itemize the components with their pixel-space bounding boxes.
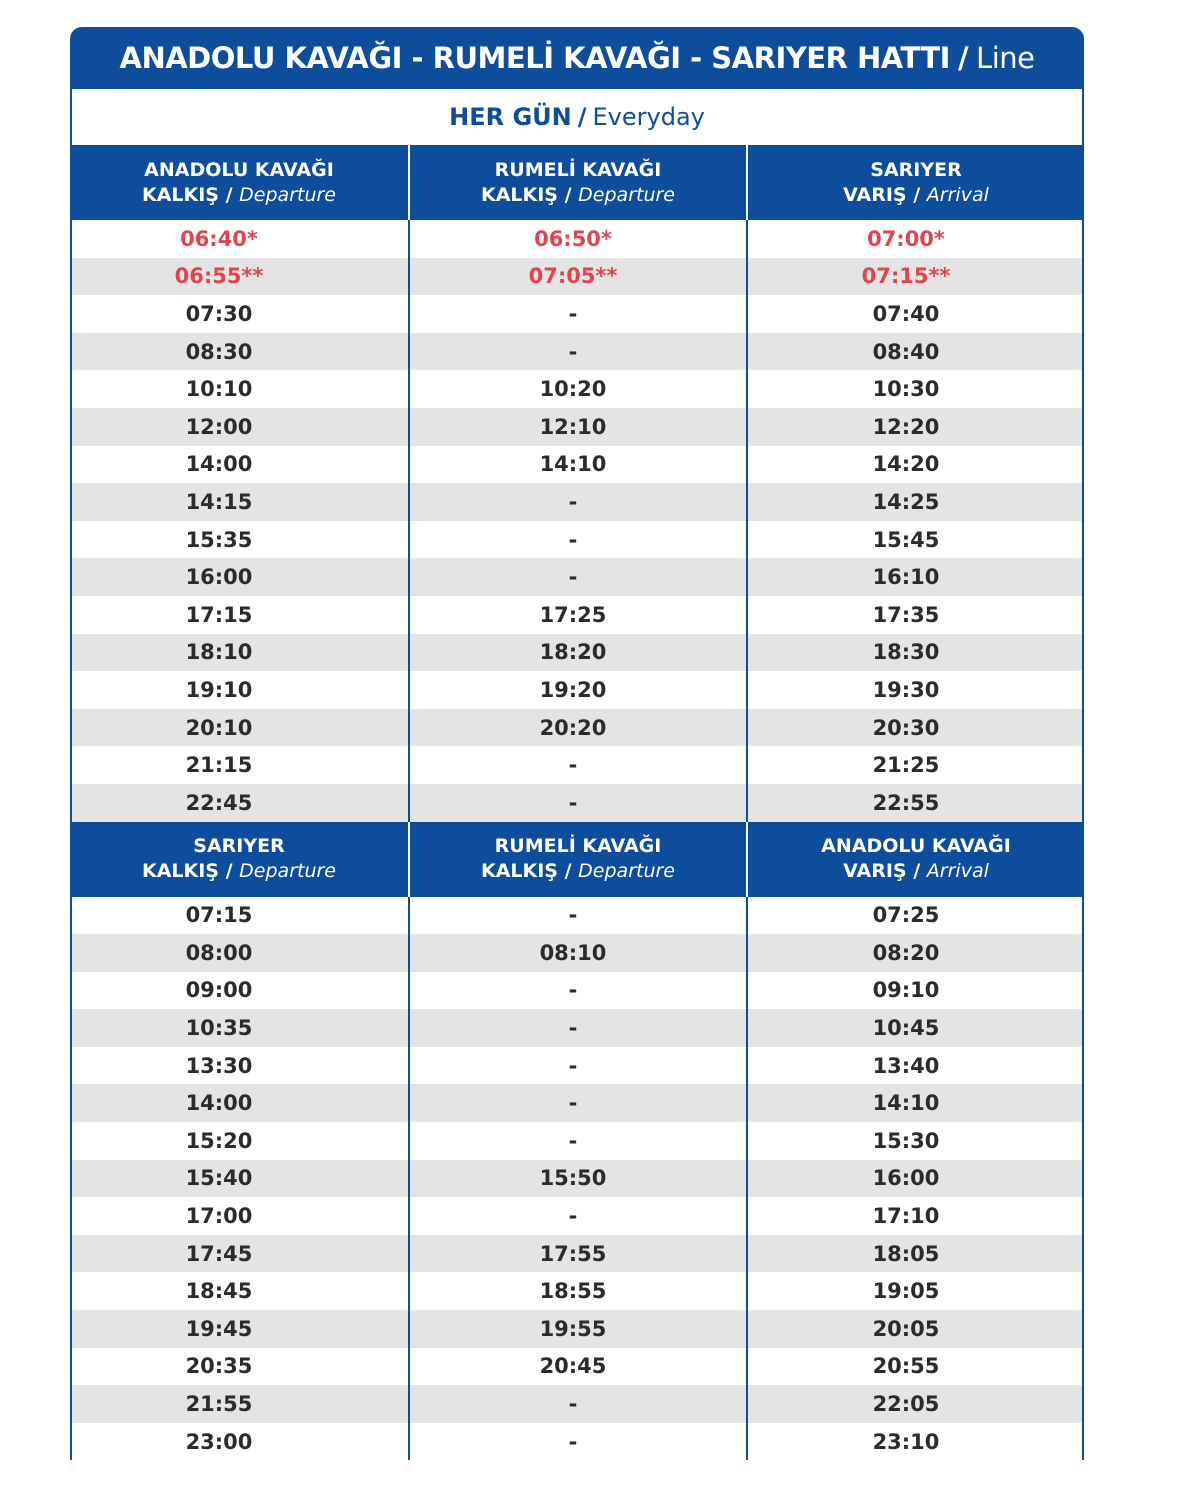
table-row bbox=[70, 370, 1084, 408]
time-cell: 10:45 bbox=[746, 1009, 1084, 1047]
table-row bbox=[70, 784, 1084, 822]
time-cell: 14:20 bbox=[746, 446, 1084, 484]
column-header bbox=[746, 822, 1084, 897]
time-cell: 06:50* bbox=[408, 220, 746, 258]
time-cell: 07:15** bbox=[746, 258, 1084, 296]
time-cell: 18:10 bbox=[185, 640, 253, 665]
column-header-type bbox=[142, 183, 336, 208]
table-row bbox=[70, 483, 1084, 521]
table-row bbox=[70, 446, 1084, 484]
time-cell: 15:35 bbox=[185, 527, 253, 552]
column-header-type bbox=[142, 859, 336, 884]
table-row bbox=[70, 1122, 1084, 1160]
column-header-separator: / bbox=[906, 860, 927, 882]
time-cell: 13:40 bbox=[746, 1047, 1084, 1085]
table-row bbox=[70, 295, 1084, 333]
time-cell: 18:20 bbox=[408, 634, 746, 672]
column-header-stop: RUMELİ KAVAĞI bbox=[494, 158, 662, 181]
time-cell: - bbox=[408, 746, 746, 784]
table-row bbox=[70, 671, 1084, 709]
column-header-type-tr: VARIŞ bbox=[843, 183, 907, 206]
column-header-row bbox=[70, 822, 1084, 897]
timetable-sheet bbox=[70, 27, 1084, 1487]
column-header-type bbox=[481, 183, 675, 208]
table-row bbox=[70, 220, 1084, 258]
time-cell: 12:20 bbox=[746, 408, 1084, 446]
table-row bbox=[70, 746, 1084, 784]
column-header bbox=[746, 145, 1084, 220]
time-cell: 06:40* bbox=[180, 226, 258, 251]
column-header-row bbox=[70, 145, 1084, 220]
column-header-type-en: Arrival bbox=[926, 860, 989, 882]
time-cell: - bbox=[408, 1197, 746, 1235]
timetable-rows bbox=[70, 897, 1084, 1461]
table-row bbox=[70, 934, 1084, 972]
table-row bbox=[70, 408, 1084, 446]
time-cell: 13:30 bbox=[185, 1053, 253, 1078]
time-cell: 17:00 bbox=[185, 1204, 253, 1229]
table-row bbox=[70, 1385, 1084, 1423]
time-cell: 17:10 bbox=[746, 1197, 1084, 1235]
table-row bbox=[70, 1423, 1084, 1461]
time-cell: 10:30 bbox=[746, 370, 1084, 408]
column-header-stop: SARIYER bbox=[193, 835, 285, 857]
time-cell: - bbox=[408, 784, 746, 822]
time-cell: 14:10 bbox=[746, 1084, 1084, 1122]
time-cell: 16:00 bbox=[746, 1160, 1084, 1198]
time-cell: - bbox=[408, 483, 746, 521]
time-cell: 15:50 bbox=[408, 1160, 746, 1198]
time-cell: 19:30 bbox=[746, 671, 1084, 709]
column-header-separator: / bbox=[558, 860, 579, 882]
time-cell: - bbox=[408, 1385, 746, 1423]
time-cell: 17:55 bbox=[408, 1235, 746, 1273]
table-row bbox=[70, 1272, 1084, 1310]
table-row bbox=[70, 709, 1084, 747]
table-row bbox=[70, 1235, 1084, 1273]
column-header bbox=[70, 822, 408, 897]
time-cell: 19:05 bbox=[746, 1272, 1084, 1310]
time-cell: 17:25 bbox=[408, 596, 746, 634]
column-header-stop: RUMELİ KAVAĞI bbox=[494, 835, 662, 857]
time-cell: 07:15 bbox=[185, 903, 253, 928]
table-row bbox=[70, 1009, 1084, 1047]
table-row bbox=[70, 558, 1084, 596]
column-header-type-tr: KALKIŞ bbox=[141, 183, 219, 206]
column-header-type-en: Departure bbox=[578, 183, 675, 206]
time-cell: - bbox=[408, 295, 746, 333]
schedule-day-separator: / bbox=[577, 103, 587, 131]
table-border-left bbox=[70, 220, 72, 822]
time-cell: 18:05 bbox=[746, 1235, 1084, 1273]
time-cell: 19:45 bbox=[185, 1316, 253, 1341]
column-header bbox=[408, 145, 746, 220]
time-cell: 08:10 bbox=[408, 934, 746, 972]
column-header-separator: / bbox=[219, 860, 240, 882]
time-cell: 18:55 bbox=[408, 1272, 746, 1310]
table-row bbox=[70, 1310, 1084, 1348]
time-cell: - bbox=[408, 558, 746, 596]
title-separator: / bbox=[957, 41, 969, 75]
time-cell: 10:35 bbox=[185, 1016, 253, 1041]
time-cell: 07:30 bbox=[185, 301, 253, 326]
table-row bbox=[70, 596, 1084, 634]
time-cell: 15:45 bbox=[746, 521, 1084, 559]
table-row bbox=[70, 1084, 1084, 1122]
table-border-left bbox=[70, 897, 72, 1461]
time-cell: 06:55** bbox=[174, 264, 264, 289]
time-cell: 09:10 bbox=[746, 972, 1084, 1010]
time-cell: 17:35 bbox=[746, 596, 1084, 634]
schedule-day bbox=[70, 89, 1084, 145]
column-header-stop: ANADOLU KAVAĞI bbox=[821, 835, 1011, 857]
time-cell: 12:00 bbox=[185, 414, 253, 439]
time-cell: 21:15 bbox=[185, 753, 253, 778]
timetable-title bbox=[70, 27, 1084, 89]
time-cell: 07:00* bbox=[746, 220, 1084, 258]
column-header-stop: ANADOLU KAVAĞI bbox=[144, 158, 334, 181]
time-cell: 10:20 bbox=[408, 370, 746, 408]
time-cell: 22:05 bbox=[746, 1385, 1084, 1423]
time-cell: - bbox=[408, 1047, 746, 1085]
time-cell: 20:30 bbox=[746, 709, 1084, 747]
time-cell: 16:10 bbox=[746, 558, 1084, 596]
time-cell: 18:30 bbox=[746, 634, 1084, 672]
time-cell: 15:20 bbox=[185, 1128, 253, 1153]
time-cell: 16:00 bbox=[185, 565, 253, 590]
column-header-type bbox=[481, 859, 675, 884]
time-cell: - bbox=[408, 1009, 746, 1047]
column-header-separator: / bbox=[219, 183, 240, 206]
column-header bbox=[408, 822, 746, 897]
time-cell: 19:55 bbox=[408, 1310, 746, 1348]
time-cell: - bbox=[408, 972, 746, 1010]
time-cell: 14:00 bbox=[185, 1091, 253, 1116]
table-row bbox=[70, 634, 1084, 672]
table-border-right bbox=[1082, 897, 1084, 1461]
table-row bbox=[70, 897, 1084, 935]
time-cell: 19:10 bbox=[185, 677, 253, 702]
time-cell: 20:05 bbox=[746, 1310, 1084, 1348]
table-border-right bbox=[1082, 220, 1084, 822]
time-cell: - bbox=[408, 1084, 746, 1122]
time-cell: - bbox=[408, 521, 746, 559]
timetable-rows bbox=[70, 220, 1084, 822]
column-header-type-tr: KALKIŞ bbox=[141, 860, 219, 882]
time-cell: 20:20 bbox=[408, 709, 746, 747]
time-cell: 14:10 bbox=[408, 446, 746, 484]
time-cell: - bbox=[408, 897, 746, 935]
time-cell: 23:00 bbox=[185, 1429, 253, 1454]
time-cell: 14:25 bbox=[746, 483, 1084, 521]
time-cell: 15:30 bbox=[746, 1122, 1084, 1160]
time-cell: 20:55 bbox=[746, 1348, 1084, 1386]
column-header-type-tr: VARIŞ bbox=[843, 860, 907, 882]
time-cell: 22:45 bbox=[185, 790, 253, 815]
time-cell: 21:55 bbox=[185, 1392, 253, 1417]
time-cell: 07:40 bbox=[746, 295, 1084, 333]
column-header-type bbox=[843, 859, 989, 884]
time-cell: 22:55 bbox=[746, 784, 1084, 822]
time-cell: 14:00 bbox=[185, 452, 253, 477]
column-header-separator: / bbox=[558, 183, 579, 206]
time-cell: 08:20 bbox=[746, 934, 1084, 972]
time-cell: - bbox=[408, 1423, 746, 1461]
column-header-type-en: Departure bbox=[239, 183, 336, 206]
column-header-type-en: Departure bbox=[239, 860, 336, 882]
column-header bbox=[70, 145, 408, 220]
section-anadolu-to-sariyer bbox=[70, 145, 1084, 822]
time-cell: 09:00 bbox=[185, 978, 253, 1003]
time-cell: 20:10 bbox=[185, 715, 253, 740]
time-cell: - bbox=[408, 333, 746, 371]
time-cell: 18:45 bbox=[185, 1279, 253, 1304]
table-row bbox=[70, 1047, 1084, 1085]
column-header-type-tr: KALKIŞ bbox=[480, 860, 558, 882]
table-row bbox=[70, 333, 1084, 371]
time-cell: 19:20 bbox=[408, 671, 746, 709]
time-cell: 07:05** bbox=[408, 258, 746, 296]
time-cell: 07:25 bbox=[746, 897, 1084, 935]
schedule-day-tr: HER GÜN bbox=[449, 103, 572, 131]
time-cell: 15:40 bbox=[185, 1166, 253, 1191]
time-cell: - bbox=[408, 1122, 746, 1160]
column-header-stop: SARIYER bbox=[870, 158, 962, 181]
time-cell: 20:45 bbox=[408, 1348, 746, 1386]
column-header-type-en: Arrival bbox=[926, 183, 989, 206]
line-label-en: Line bbox=[976, 41, 1035, 75]
column-header-type-en: Departure bbox=[578, 860, 675, 882]
table-row bbox=[70, 1160, 1084, 1198]
section-sariyer-to-anadolu bbox=[70, 822, 1084, 1461]
table-row bbox=[70, 258, 1084, 296]
table-row bbox=[70, 972, 1084, 1010]
time-cell: 14:15 bbox=[185, 489, 253, 514]
line-name: ANADOLU KAVAĞI - RUMELİ KAVAĞI - SARIYER HATTI bbox=[119, 41, 950, 75]
column-header-type-tr: KALKIŞ bbox=[480, 183, 558, 206]
time-cell: 08:40 bbox=[746, 333, 1084, 371]
time-cell: 17:45 bbox=[185, 1241, 253, 1266]
schedule-day-en: Everyday bbox=[592, 103, 705, 131]
time-cell: 23:10 bbox=[746, 1423, 1084, 1461]
table-row bbox=[70, 1348, 1084, 1386]
column-header-separator: / bbox=[906, 183, 927, 206]
time-cell: 17:15 bbox=[185, 602, 253, 627]
time-cell: 08:00 bbox=[185, 940, 253, 965]
column-header-type bbox=[843, 183, 989, 208]
time-cell: 08:30 bbox=[185, 339, 253, 364]
table-row bbox=[70, 1197, 1084, 1235]
time-cell: 21:25 bbox=[746, 746, 1084, 784]
time-cell: 20:35 bbox=[185, 1354, 253, 1379]
time-cell: 12:10 bbox=[408, 408, 746, 446]
time-cell: 10:10 bbox=[185, 377, 253, 402]
table-row bbox=[70, 521, 1084, 559]
